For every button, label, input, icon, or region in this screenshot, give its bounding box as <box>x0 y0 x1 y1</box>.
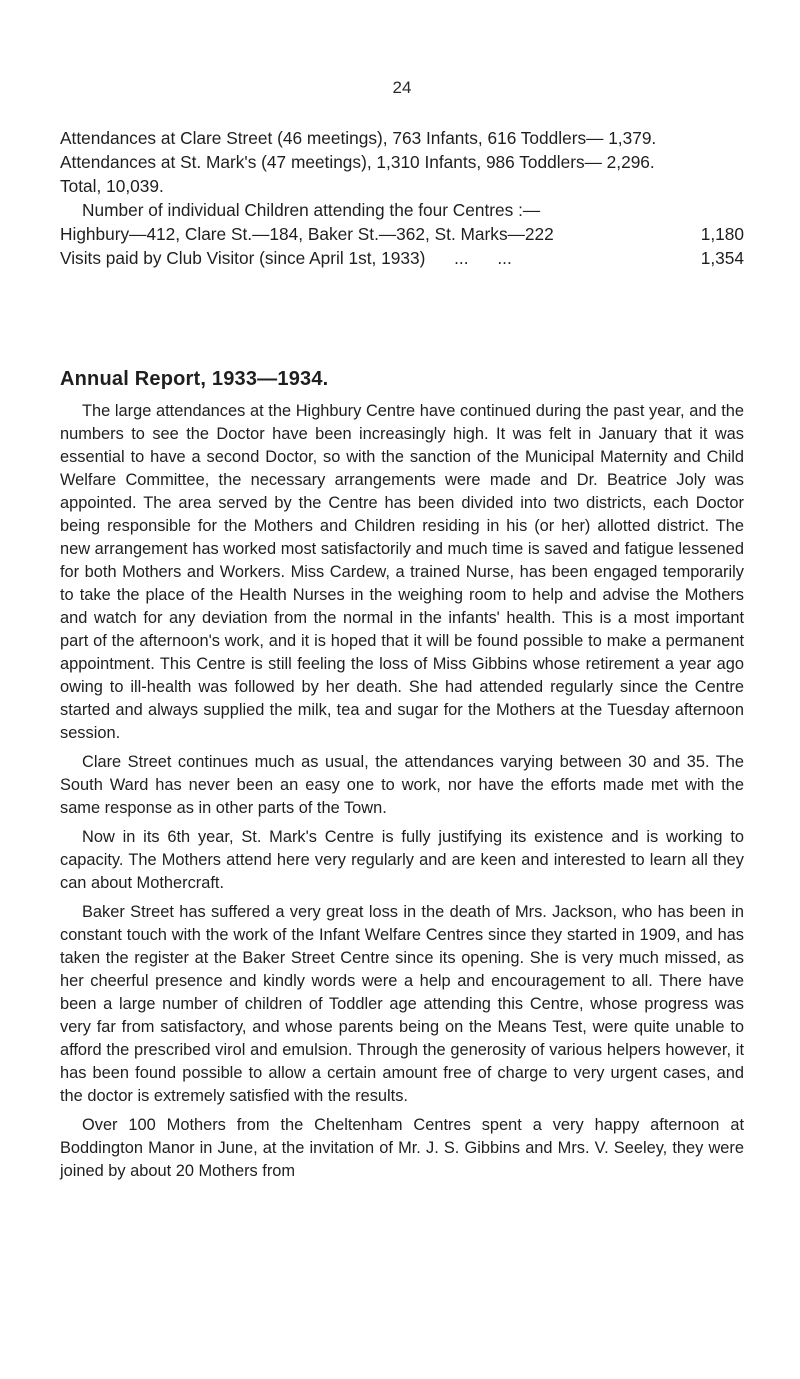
attendance-statistics <box>60 126 744 270</box>
page-number: 24 <box>392 78 412 97</box>
club-visitor-total: 1,354 <box>700 248 744 268</box>
annual-report-heading: Annual Report, 1933—1934. <box>60 368 329 390</box>
paragraph-st-marks: Now in its 6th year, St. Mark's Centre is fully justifying its existence and is working to capacity. The Mothers attend here very regularly and are keen and interested to learn all they can about Mothercraft. <box>60 828 744 892</box>
paragraph-clare-street: Clare Street continues much as usual, the attendances varying between 30 and 35. The South Ward has never been an easy one to work, nor have the efforts made met with the same response as in other parts of the Town. <box>60 753 744 817</box>
individual-children-row <box>60 222 744 246</box>
club-visitor-label: Visits paid by Club Visitor (since April 1st, 1933) ... ... <box>60 248 512 268</box>
clare-street-attendance: Attendances at Clare Street (46 meetings), 763 Infants, 616 Toddlers— 1,379. <box>60 128 657 148</box>
paragraph-highbury: The large attendances at the Highbury Centre have continued during the past year, and the numbers to see the Doctor have been increasingly high. It was felt in January that it was essential to have a second Doctor, so with the sanction of the Municipal Maternity and Child Welfare Committee, the necessary arrangements were made and Dr. Beatrice Joly was appointed. The area served by the Centre has been divided into two districts, each Doctor being responsible for the Mothers and Children residing in his (or her) allotted district. The new arrangement has worked most satisfactorily and much time is saved and fatigue lessened for both Mothers and Workers. Miss Cardew, a trained Nurse, has been engaged temporarily to take the place of the Health Nurses in the weighing room to help and advise the Mothers and watch for any deviation from the normal in the infants' health. This is a most important part of the afternoon's work, and it is hoped that it will be found possible to make a permanent appointment. This Centre is still feeling the loss of Miss Gibbins whose retirement a year ago owing to ill-health was followed by her death. She had attended regularly since the Centre started and always supplied the milk, tea and sugar for the Mothers at the Tuesday afternoon session. <box>60 402 744 742</box>
individual-children-heading: Number of individual Children attending the four Centres :— <box>82 200 541 220</box>
report-body <box>60 400 744 1189</box>
paragraph-boddington: Over 100 Mothers from the Cheltenham Centres spent a very happy afternoon at Boddington Manor in June, at the invitation of Mr. J. S. Gibbins and Mrs. V. Seeley, they were joined by about 20 Mothers from <box>60 1116 744 1180</box>
club-visitor-row <box>60 246 744 270</box>
st-marks-attendance: Attendances at St. Mark's (47 meetings), 1,310 Infants, 986 Toddlers— 2,296. <box>60 152 655 172</box>
total-attendance: Total, 10,039. <box>60 176 164 196</box>
individual-children-breakdown: Highbury—412, Clare St.—184, Baker St.—362, St. Marks—222 <box>60 224 554 244</box>
paragraph-baker-street: Baker Street has suffered a very great loss in the death of Mrs. Jackson, who has been in constant touch with the work of the Infant Welfare Centres since they started in 1909, and has taken the register at the Baker Street Centre since its opening. She is very much missed, as her cheerful presence and kindly words were a help and encouragement to all. There have been a large number of children of Toddler age attending this Centre, whose progress was very far from satisfactory, and whose parents being on the Means Test, were quite unable to afford the prescribed virol and emulsion. Through the generosity of various helpers however, it has been found possible to allow a certain amount free of charge to very urgent cases, and the doctor is extremely satisfied with the results. <box>60 903 744 1105</box>
individual-children-total: 1,180 <box>700 224 744 244</box>
